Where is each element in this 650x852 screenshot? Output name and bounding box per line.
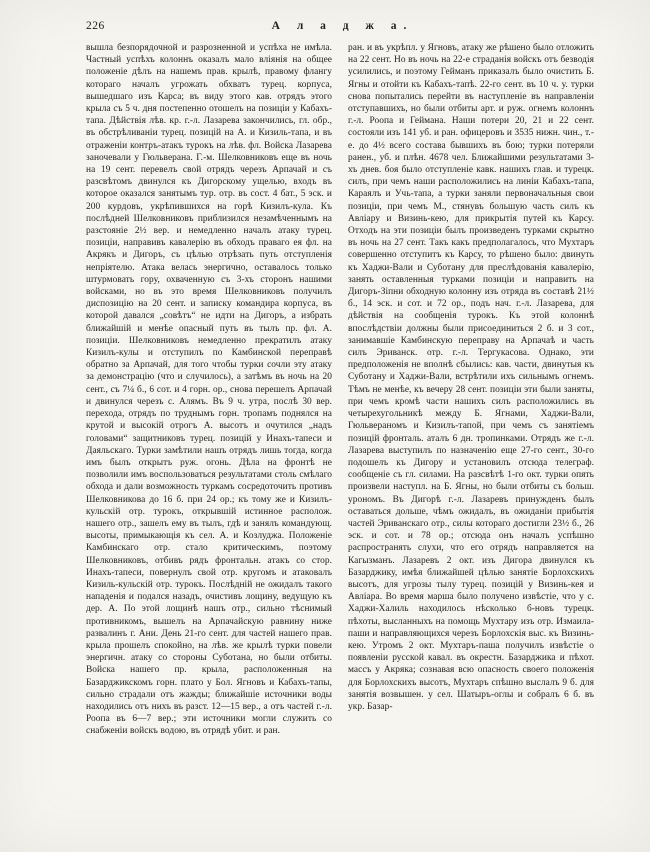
page-number: 226: [86, 20, 105, 32]
running-title: А л а д ж а.: [271, 20, 414, 32]
page-header: [86, 20, 592, 36]
text-column-right: ран. и въ укрѣпл. у Ягновъ, атаку же рѣшено было отложить на 22 сент. Но въ ночь на 22-е страданія войскъ отъ безводія усилились, и поэтому Гейманъ приказалъ было очистить Б. Ягны и отойти къ Кабахъ-тапѣ. 22-го сент. въ 10 ч. у. турки снова попытались перейти въ наступленіе въ направленіи отступавшихъ, но были отбиты арт. и руж. огнемъ колоннъ г.-л. Роопа и Геймана. Наши потери 20, 21 и 22 сент. состояли изъ 141 уб. и ран. офицеровъ и 3535 нижн. чин., т.-е. до 4½ всего состава бывшихъ въ бою; турки потеряли ранен., уб. и плѣн. 4678 чел. Ближайшими результатами 3-хъ днев. боя было отступленіе кавк. нашихъ глав. и турецк. силъ, при чемъ наши расположились на линіи Кабахъ-тапа, Караялъ и Учь-тапа, а турки заняли первоначальныя свои позиціи, при чемъ М., стянувъ большую часть силъ къ Авліару и Визинь-кею, для прикрытія путей къ Карсу. Отходъ на эти позиціи былъ произведенъ турками скрытно въ ночь на 27 сент. Такъ какъ предполагалось, что Мухтаръ совершенно отступитъ къ Карсу, то рѣшено было: двинуть къ Хаджи-Вали и Суботану для преслѣдованія кавалерію, занять оставленныя турками позиціи и направить на Дигоръ-Зіпни обходную колонну изъ отряда въ составѣ 21½ б., 14 эск. и сот. и 72 ор., подъ нач. г.-л. Лазарева, для дѣйствія на сообщенія турокъ. Къ этой колоннѣ впослѣдствіи должны были присоединиться 2 б. и 3 сот., занимавшіе Камбинскую переправу на Арпачаѣ и часть силъ Эриванск. отр. г.-л. Тергукасова. Однако, эти предположенія не вполнѣ сбылись: кав. части, двинутыя къ Суботану и Хаджи-Вали, встрѣтили ихъ сильнымъ огнемъ. Тѣмъ не менѣе, къ вечеру 28 сент. позиціи эти были заняты, при чемъ кромѣ части нашихъ силъ расположились въ четырехугольникѣ между Б. Ягнами, Хаджи-Вали, Гюльвераномъ и Кизилъ-тапой, при чемъ съ занятіемъ позицій фронталь. аталъ 6 дн. тропинками. Отрядъ же г.-л. Лазарева выступилъ по назначенію еще 27-го сент., 30-го подошелъ къ Дигору и установилъ отсюда телеграф. сообщеніе съ гл. силами. На разсвѣтѣ 1-го окт. турки опять произвели наступл. на Б. Ягны, но были отбиты съ больш. урономъ. Въ Дигорѣ г.-л. Лазаревъ принужденъ былъ оставаться дольше, чѣмъ ожидалъ, въ ожиданіи прибытія частей Эриванскаго отр., силы котораго достигли 23½ б., 26 эск. и сот. и 78 ор.; отсюда онъ началъ успѣшно распространять слухи, что его отрядъ направляется на Кагызманъ. Лазаревъ 2 окт. изъ Дигора двинулся къ Базарджику, имѣя ближайшей цѣлью занятіе Борлохскихъ высотъ, для угрозы тылу турец. позицій у Визинь-кея и Авліара. Во время марша было получено извѣстіе, что у с. Хаджи-Халиль находилось нѣсколько б-новъ турецк. пѣхоты, высланныхъ на помощь Мухтару изъ отр. Измаила-паши и направляющихся черезъ Борлохскія выс. къ Визинь-кею. Утромъ 2 окт. Мухтаръ-паша получилъ извѣстіе о появленіи русской кавал. въ окрестн. Базарджика и пѣхот. массъ у Акряка; сознавая всю опасность своего положенія для Борлохскихъ высотъ, Мухтаръ спѣшно выслалъ 9 б. для занятія возвышен. у сел. Шатыръ-оглы и собралъ 6 б. въ укр. Базар-: [348, 43, 594, 712]
text-columns: [86, 42, 594, 838]
text-column-left: вышла безпорядочной и разрозненной и успѣха не имѣла. Частный успѣхъ колоннъ оказалъ мало вліянія на общее положеніе дѣлъ на нашемъ прав. крылѣ, правому флангу котораго началъ угрожать обхватъ турец. корпуса, вышедшаго изъ Карса; въ виду этого кав. отрядъ этого крыла съ 5 ч. дня постепенно отошелъ на позиціи у Кабахъ-тапа. Дѣйствія лѣв. кр. г.-л. Лазарева закончились, гл. обр., въ обстрѣливаніи турец. позицій на А. и Кизиль-тапа, и въ отраженіи контръ-атакъ турокъ на лѣв. фл. Войска Лазарева заночевали у Гюльверана. Г.-м. Шелковниковъ еще въ ночь на 19 сент. перевелъ свой отрядъ черезъ Арпачай и съ разсвѣтомъ двинулся къ Дигорскому ущелью, входъ въ которое оказался занятымъ тур. отр. въ сост. 4 бат., 5 эск. и 200 курдовъ, укрѣпившихся на горѣ Кизилъ-кула. Къ послѣдней Шелковниковъ приблизился незамѣченнымъ на разстояніе 2½ вер. и немедленно началъ атаку турец. позиціи, направивъ кавалерію въ обходъ праваго ея фл. на Акрякъ и Дигоръ, съ цѣлью отрѣзать путь отступленія непріятелю. Атака велась энергично, оставалось только штурмовать гору, охваченную съ 3-хъ сторонъ нашими войсками, но въ это время Шелковниковъ получилъ диспозицію на 20 сент. и записку командира корпуса, въ которой давался „совѣтъ“ не идти на Дигоръ, а избрать ближайшій и менѣе опасный путь въ тылъ пр. фл. А. позиціи. Шелковниковъ немедленно прекратилъ атаку Кизилъ-кулы и отступилъ по Камбинской переправѣ обратно за Арпачай, для того чтобы турки сочли эту атаку за демонстрацію (что и случилось), а затѣмъ въ ночь на 20 сент., съ 7¼ б., 6 сот. и 4 горн. ор., снова перешелъ Арпачай и двинулся черезъ с. Алямъ. Въ 9 ч. утра, послѣ 30 вер. перехода, отрядъ по труднымъ горн. тропамъ поднялся на крутой и высокій отрогъ А. высотъ и очутился „надъ головами“ защитниковъ турец. позицій у Инахъ-тапеси и Даяльскаго. Турки замѣтили нашъ отрядъ лишь тогда, когда имъ былъ открытъ руж. огонь. Дѣла на фронтѣ не позволили имъ воспользоваться результатами столь смѣлаго обхода и дали возможность туркамъ сосредоточить противъ Шелковникова до 16 б. при 24 ор.; къ тому же и Кизилъ-кульскій отр. турокъ, открывшій истинное располож. нашего отр., зашелъ ему въ тылъ, гдѣ и занялъ командующ. высоты, примыкающія къ сел. А. и Козлуджа. Положеніе Камбинскаго отр. стало критическимъ, поэтому Шелковниковъ, отбивъ рядъ фронтальн. атакъ со стор. Инахъ-тапеси, повернулъ свой отр. кругомъ и атаковалъ Кизиль-кульскій отр. турокъ. Послѣдній не ожидалъ такого нападенія и подался назадъ, очистивъ лощину, ведущую къ дер. А. По этой лощинѣ нашъ отр., сильно тѣснимый противникомъ, вышелъ на Арпачайскую равнину ниже развалинъ г. Ани. День 21-го сент. для частей нашего прав. крыла прошелъ спокойно, на лѣв. же крылѣ турки повели энергичн. атаку со стороны Суботана, но были отбиты. Войска нашего пр. крыла, расположенныя на Базарджикскомъ горн. плато у Бол. Ягновъ и Кабахъ-тапы, сильно страдали отъ жажды; ближайшіе источники воды находились отъ нихъ въ разст. 12—15 вер., а отъ частей г.-л. Роопа въ 6—7 вер.; эти источники могли служить со снабженіи войскъ водою, въ отрядѣ убит. и ран.: [86, 43, 332, 737]
